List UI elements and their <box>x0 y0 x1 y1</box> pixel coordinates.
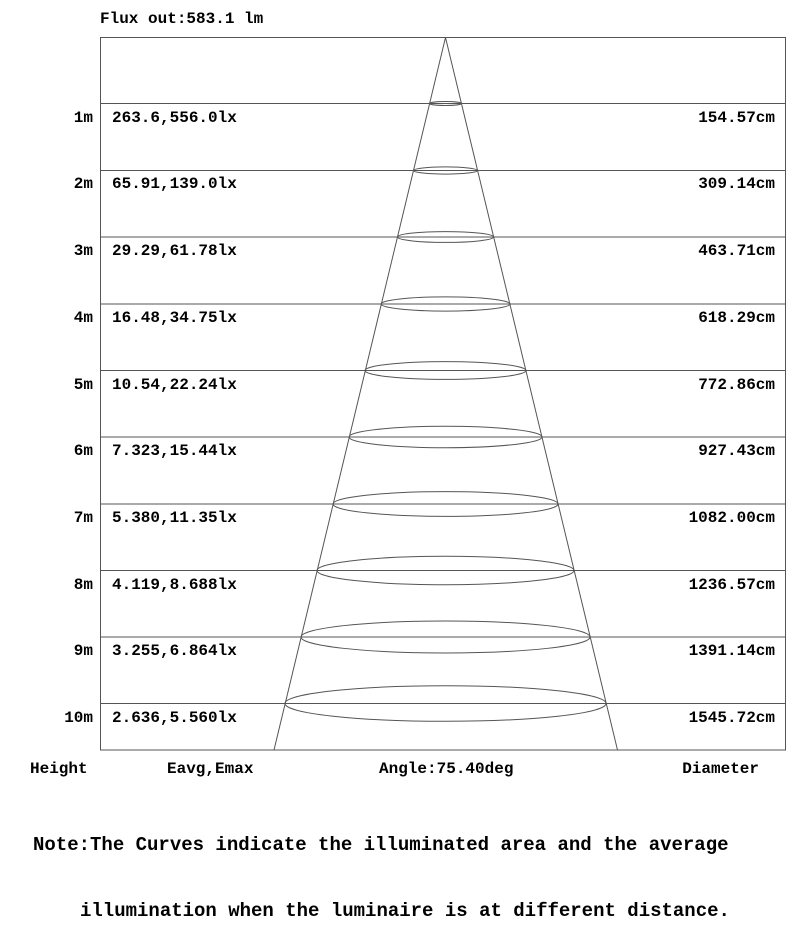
diameter-8m: 1236.57cm <box>688 576 775 594</box>
diameter-6m: 927.43cm <box>698 442 775 460</box>
diameter-3m: 463.71cm <box>698 242 775 260</box>
note-text <box>33 790 730 944</box>
eavg-emax-9m: 3.255,6.864lx <box>112 642 237 660</box>
row-gridlines <box>101 104 786 704</box>
footer-beam-angle-label: Angle:75.40deg <box>379 760 514 778</box>
note-line-1: Note:The Curves indicate the illuminated area and the average <box>33 834 729 856</box>
eavg-emax-2m: 65.91,139.0lx <box>112 175 237 193</box>
diameter-1m: 154.57cm <box>698 109 775 127</box>
eavg-emax-1m: 263.6,556.0lx <box>112 109 237 127</box>
height-label-7m: 7m <box>73 509 93 527</box>
diameter-10m: 1545.72cm <box>688 709 775 727</box>
diameter-7m: 1082.00cm <box>688 509 775 527</box>
beam-cone <box>274 38 618 751</box>
diameter-5m: 772.86cm <box>698 376 775 394</box>
illumination-ellipses <box>285 102 606 722</box>
eavg-emax-3m: 29.29,61.78lx <box>112 242 237 260</box>
diameter-2m: 309.14cm <box>698 175 775 193</box>
height-label-10m: 10m <box>64 709 93 727</box>
height-label-6m: 6m <box>73 442 93 460</box>
diameter-9m: 1391.14cm <box>688 642 775 660</box>
height-label-9m: 9m <box>73 642 93 660</box>
eavg-emax-5m: 10.54,22.24lx <box>112 376 237 394</box>
footer-height-label: Height <box>30 760 88 778</box>
height-label-5m: 5m <box>73 376 93 394</box>
height-label-8m: 8m <box>73 576 93 594</box>
height-label-4m: 4m <box>73 309 93 327</box>
eavg-emax-6m: 7.323,15.44lx <box>112 442 237 460</box>
height-label-3m: 3m <box>73 242 93 260</box>
footer-eavg-emax-label: Eavg,Emax <box>167 760 254 778</box>
height-label-1m: 1m <box>73 109 93 127</box>
eavg-emax-10m: 2.636,5.560lx <box>112 709 237 727</box>
eavg-emax-4m: 16.48,34.75lx <box>112 309 237 327</box>
flux-out-title: Flux out:583.1 lm <box>100 10 264 28</box>
note-line-2: illumination when the luminaire is at different distance. <box>80 900 730 922</box>
height-label-2m: 2m <box>73 175 93 193</box>
eavg-emax-7m: 5.380,11.35lx <box>112 509 237 527</box>
eavg-emax-8m: 4.119,8.688lx <box>112 576 237 594</box>
diameter-4m: 618.29cm <box>698 309 775 327</box>
footer-diameter-label: Diameter <box>682 760 759 778</box>
